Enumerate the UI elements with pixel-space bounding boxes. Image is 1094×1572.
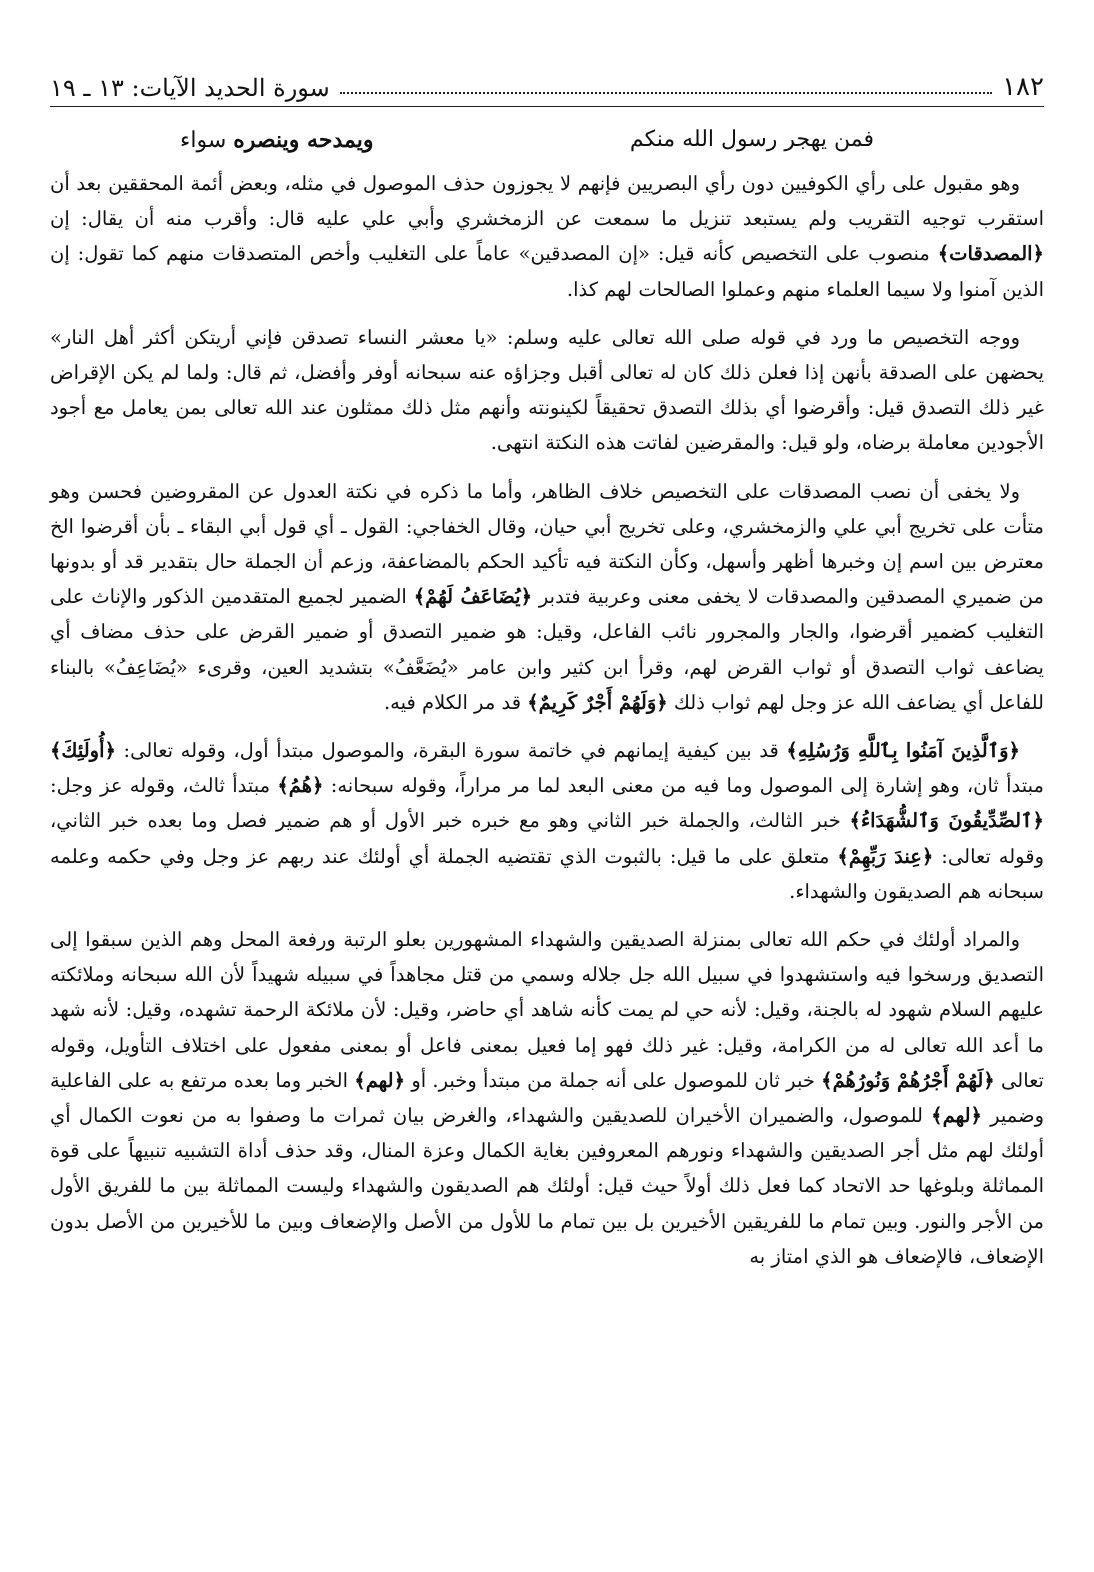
quran-quote: ﴿لَهُمْ أَجْرُهُمْ وَنُورُهُمْ﴾ (821, 1068, 995, 1092)
main-text (50, 166, 1044, 1287)
text-segment: خبر ثان للموصول على أنه جملة من مبتدأ وخبر. أو (405, 1068, 822, 1092)
verse-right-hemistich: فمن يهجر رسول الله منكم (629, 127, 874, 152)
quran-quote: ﴿أُولَئِكَ﴾ (50, 739, 116, 763)
header-divider (50, 106, 1044, 107)
text-segment: الضمير لجميع المتقدمين الذكور والإناث على التغليب كضمير أقرضوا، والجار والمجرور نائب الفاعل، وقيل: هو ضمير التصدق أو ضمير القرض على حذف مضاف أي يضاعف ثواب التصدق أو ثواب القرض لهم، وقرأ ابن كثير وابن عامر «يُضَعَّفُ» بتشديد العين، وقرىء «يُضَاعِفُ» بالبناء للفاعل أي يضاعف الله عز وجل لهم ثواب ذلك (50, 585, 1044, 714)
paragraph (50, 320, 1044, 461)
text-segment: الخبر وما بعده مرتفع به على الفاعلية وضمير (50, 1068, 1044, 1128)
quran-quote: ﴿وَٱلَّذِينَ آمَنُوا بِٱللَّهِ وَرُسُلِهِ﴾ (786, 739, 1020, 763)
header-dotted-leader (340, 92, 992, 94)
paragraph (50, 922, 1044, 1274)
text-segment: منصوب على التخصيص كأنه قيل: «إن المصدقين» عاماً على التغليب وأخص المتصدقات منهم كما تقول: إن الذين آمنوا ولا سيما العلماء منهم وعملوا الصالحات لهم كذا. (50, 242, 1044, 301)
paragraph (50, 474, 1044, 720)
quran-quote: ﴿لهم﴾ (931, 1104, 982, 1128)
quran-quote: ﴿ٱلصِّدِّيقُونَ وَٱلشُّهَدَاءُ﴾ (849, 809, 1044, 833)
quran-quote: ﴿يُضَاعَفُ لَهُمْ﴾ (413, 585, 533, 609)
quran-quote: ﴿عِندَ رَبِّهِمْ﴾ (837, 844, 934, 868)
text-segment: قد مر الكلام فيه. (383, 690, 528, 714)
quran-quote: ﴿وَلَهُمْ أَجْرٌ كَرِيمٌ﴾ (527, 690, 668, 714)
running-title: سورة الحديد الآيات: ١٣ ـ ١٩ (50, 74, 330, 102)
quran-quote: ﴿لهم﴾ (354, 1068, 406, 1092)
text-segment: ولا يخفى أن نصب المصدقات على التخصيص خلاف الظاهر، وأما ما ذكره في نكتة العدول عن المقروضين فحسن وهو متأت على تخريج أبي علي والزمخشري، وعلى تخريج أبي حيان، وقال الخفاجي: القول ـ أي قول أبي البقاء ـ بأن أقرضوا الخ معترض بين اسم إن وخبرها أظهر وأسهل، وكأن النكتة فيه تأكيد الحكم بالمضاعفة، وزعم أن الجملة حال بتقدير قد أو بدونها من ضميري المصدقين والمصدقات لا يخفى معنى وعربية فتدبر (50, 479, 1044, 609)
text-segment: ووجه التخصيص ما ورد في قوله صلى الله تعالى عليه وسلم: «يا معشر النساء تصدقن فإني أريتكن أكثر أهل النار» يحضهن على الصدقة بأنهن إذا فعلن ذلك كان له تعالى أقبل وجزاؤه عنه سبحانه أوفر وأفضل، ثم قال: ولما لم يكن الإقراض غير ذلك التصدق قيل: وأقرضوا أي بذلك التصدق تحقيقاً لكينونته وأنهم مثل ذلك ممثلون عند الله تعالى بمن يعامل مع أجود الأجودين معاملة برضاه، ولو قيل: والمقرضين لفاتت هذه النكتة انتهى. (50, 325, 1044, 455)
text-segment: قد بين كيفية إيمانهم في خاتمة سورة البقرة، والموصول مبتدأ أول، وقوله تعالى: (115, 739, 787, 763)
quran-quote: ﴿المصدقات﴾ (937, 242, 1044, 266)
text-segment: مبتدأ ثالث، وقوله عز وجل: (50, 774, 278, 798)
paragraph (50, 733, 1044, 909)
verse-left-hemistich (180, 118, 373, 163)
text-segment: والمراد أولئك في حكم الله تعالى بمنزلة الصديقين والشهداء المشهورين بعلو الرتبة ورفعة المحل وهم الذين سبقوا إلى التصديق ورسخوا فيه واستشهدوا في سبيل الله جل جلاله وسمي من قتل مجاهداً في سبيله شهيداً لأن الله سبحانه وملائكته عليهم السلام شهود له بالجنة، وقيل: لأنه حي لم يمت كأنه شاهد أي حاضر، وقيل: لأن ملائكة الرحمة تشهده، وقيل: لأنه شهد ما أعد الله تعالى له من الكرامة، وقيل: غير ذلك فهو إما فعيل بمعنى فاعل أو بمعنى مفعول على اختلاف التأويل، وقوله تعالى (50, 928, 1044, 1092)
poetry-verse (180, 118, 874, 163)
text-segment: وهو مقبول على رأي الكوفيين دون رأي البصريين فإنهم لا يجوزون حذف الموصول في مثله، وبعض أئمة المحققين بعد أن استقرب توجيه التقريب ولم يستبعد تنزيل ما سمعت عن الزمخشري وأبي علي عليه قال: وأقرب منه أن يقال: إن (50, 172, 1044, 231)
page-header (50, 58, 1044, 102)
quran-quote: ﴿هُمُ﴾ (277, 774, 324, 798)
text-segment: للموصول، والضميران الأخيران للصديقين والشهداء، والغرض بيان ثمرات ما وصفوا به من نعوت الكمال أي أولئك لهم مثل أجر الصديقين والشهداء ونورهم المعروفين بغاية الكمال وعزة المنال، وقد حذف أداة التشبيه تنبيهاً على قوة المماثلة وبلوغها حد الاتحاد كما فعل ذلك أولاً حيث قيل: أولئك هم الصديقون والشهداء وليست المماثلة بين ما للفريق الأول من الأجر والنور. وبين تمام ما للفريقين الأخيرين بل بين تمام ما للأول من الأصل والإضعاف وبين ما للأخيرين من الأصل بدون الإضعاف، فالإضعاف هو الذي امتاز به (50, 1104, 1044, 1268)
verse-final-word: سواء (180, 128, 227, 153)
text-segment: خبر الثالث، والجملة خبر الثاني وهو مع خبره خبر الأول أو هم ضمير فصل وما بعده خبر الثاني، وقوله تعالى: (50, 809, 1044, 868)
text-segment: متعلق على ما قيل: بالثبوت الذي تقتضيه الجملة أي أولئك عند ربهم عز وجل وفي حكمه وعلمه سبحانه هم الصديقون والشهداء. (50, 844, 1044, 903)
paragraph (50, 166, 1044, 307)
page-number: ١٨٢ (1002, 72, 1044, 102)
verse-bold-words: ويمدحه وينصره (233, 127, 374, 153)
text-segment: مبتدأ ثان، وهو إشارة إلى الموصول وما فيه من معنى البعد لما مر مراراً، وقوله سبحانه: (323, 774, 1044, 798)
